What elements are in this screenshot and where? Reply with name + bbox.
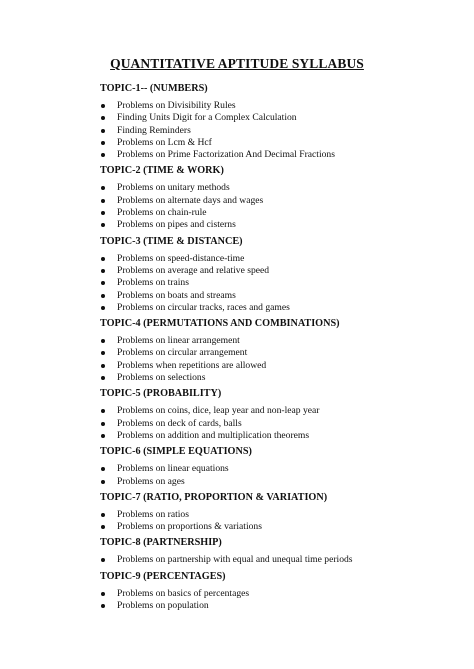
page-title: QUANTITATIVE APTITUDE SYLLABUS [110, 56, 364, 71]
topic-list [100, 83, 460, 616]
bullet-icon [101, 306, 105, 310]
list-item-text: Problems on basics of percentages [117, 587, 250, 599]
topic-heading: TOPIC-8 (PARTNERSHIP) [100, 537, 222, 549]
list-item [100, 335, 460, 347]
list-item [100, 463, 460, 475]
bullet-icon [101, 513, 105, 517]
topic-heading: TOPIC-9 (PERCENTAGES) [100, 570, 226, 582]
list-item [100, 265, 460, 277]
bullet-icon [101, 422, 105, 426]
topic-section [100, 83, 460, 161]
bullet-icon [101, 186, 105, 190]
topic-item-list [100, 253, 460, 314]
topic-section [100, 318, 460, 384]
bullet-icon [101, 141, 105, 145]
bullet-icon [101, 129, 105, 133]
bullet-icon [101, 281, 105, 285]
bullet-icon [101, 211, 105, 215]
list-item-text: Problems on circular arrangement [117, 347, 248, 359]
list-item [100, 521, 460, 533]
list-item [100, 182, 460, 194]
list-item-text: Problems on Divisibility Rules [117, 100, 236, 111]
topic-section [100, 492, 460, 534]
list-item-text: Finding Reminders [117, 124, 191, 136]
topic-heading: TOPIC-3 (TIME & DISTANCE) [100, 235, 243, 247]
list-item [100, 302, 460, 314]
list-item [100, 149, 460, 161]
bullet-icon [101, 467, 105, 471]
list-item [100, 137, 460, 149]
topic-section [100, 388, 460, 442]
bullet-icon [101, 269, 105, 273]
list-item-text: Problems on selections [117, 372, 206, 384]
list-item [100, 195, 460, 207]
bullet-icon [101, 376, 105, 380]
list-item-text: Problems on Prime Factorization And Decimal Fractions [117, 149, 335, 161]
topic-item-list [100, 335, 460, 384]
topic-section [100, 537, 460, 566]
list-item-text: Problems on pipes and cisterns [117, 219, 236, 231]
bullet-icon [101, 351, 105, 355]
bullet-icon [101, 434, 105, 438]
bullet-icon [101, 199, 105, 203]
list-item-text: Problems on ages [117, 475, 185, 487]
topic-item-list [100, 554, 460, 566]
topic-heading: TOPIC-2 (TIME & WORK) [100, 165, 224, 177]
bullet-icon [101, 257, 105, 261]
list-item [100, 207, 460, 219]
bullet-icon [101, 525, 105, 529]
list-item [100, 290, 460, 302]
topic-section [100, 236, 460, 314]
topic-item-list [100, 100, 460, 161]
bullet-icon [101, 223, 105, 227]
list-item [100, 219, 460, 231]
list-item-text: Problems on chain-rule [117, 207, 207, 219]
list-item-text: Problems on addition and multiplication theorems [117, 429, 310, 441]
bullet-icon [101, 153, 105, 157]
bullet-icon [101, 364, 105, 368]
list-item [100, 418, 460, 430]
list-item-text: Problems on proportions & variations [117, 521, 262, 533]
bullet-icon [101, 339, 105, 343]
list-item [100, 476, 460, 488]
list-item-text: Problems on ratios [117, 508, 189, 520]
topic-heading: TOPIC-5 (PROBABILITY) [100, 388, 222, 400]
list-item [100, 405, 460, 417]
bullet-icon [101, 294, 105, 298]
list-item-text: Problems on speed-distance-time [117, 252, 245, 264]
topic-item-list [100, 463, 460, 488]
list-item [100, 360, 460, 372]
topic-section [100, 571, 460, 613]
topic-item-list [100, 509, 460, 534]
list-item [100, 430, 460, 442]
topic-section [100, 165, 460, 231]
topic-item-list [100, 588, 460, 613]
list-item [100, 347, 460, 359]
topic-heading: TOPIC-4 (PERMUTATIONS AND COMBINATIONS) [100, 318, 340, 330]
topic-section [100, 446, 460, 488]
list-item [100, 253, 460, 265]
list-item [100, 509, 460, 521]
bullet-icon [101, 558, 105, 562]
topic-heading: TOPIC-1-- (NUMBERS) [100, 83, 208, 94]
bullet-icon [101, 409, 105, 413]
list-item-text: Problems on Lcm & Hcf [117, 136, 212, 148]
list-item-text: Problems on linear arrangement [117, 335, 240, 347]
list-item [100, 100, 460, 112]
list-item-text: Problems on unitary methods [117, 182, 230, 194]
list-item-text: Problems on partnership with equal and unequal time periods [117, 554, 353, 566]
topic-heading: TOPIC-6 (SIMPLE EQUATIONS) [100, 446, 252, 458]
bullet-icon [101, 592, 105, 596]
bullet-icon [101, 116, 105, 120]
bullet-icon [101, 480, 105, 484]
list-item-text: Problems on linear equations [117, 463, 229, 475]
list-item-text: Problems on circular tracks, races and games [117, 301, 290, 313]
list-item [100, 588, 460, 600]
list-item [100, 600, 460, 612]
topic-item-list [100, 405, 460, 442]
list-item-text: Problems on average and relative speed [117, 264, 270, 276]
list-item-text: Problems on population [117, 600, 209, 612]
topic-item-list [100, 182, 460, 231]
list-item-text: Problems on trains [117, 277, 189, 289]
bullet-icon [101, 104, 105, 108]
bullet-icon [101, 604, 105, 608]
list-item [100, 554, 460, 566]
list-item-text: Problems on coins, dice, leap year and non-leap year [117, 405, 320, 417]
list-item-text: Problems when repetitions are allowed [117, 359, 267, 371]
list-item-text: Problems on boats and streams [117, 289, 236, 301]
list-item-text: Problems on alternate days and wages [117, 194, 264, 206]
list-item-text: Finding Units Digit for a Complex Calculation [117, 112, 297, 124]
list-item [100, 125, 460, 137]
list-item [100, 372, 460, 384]
topic-heading: TOPIC-7 (RATIO, PROPORTION & VARIATION) [100, 491, 328, 503]
list-item [100, 277, 460, 289]
list-item-text: Problems on deck of cards, balls [117, 417, 242, 429]
list-item [100, 112, 460, 124]
